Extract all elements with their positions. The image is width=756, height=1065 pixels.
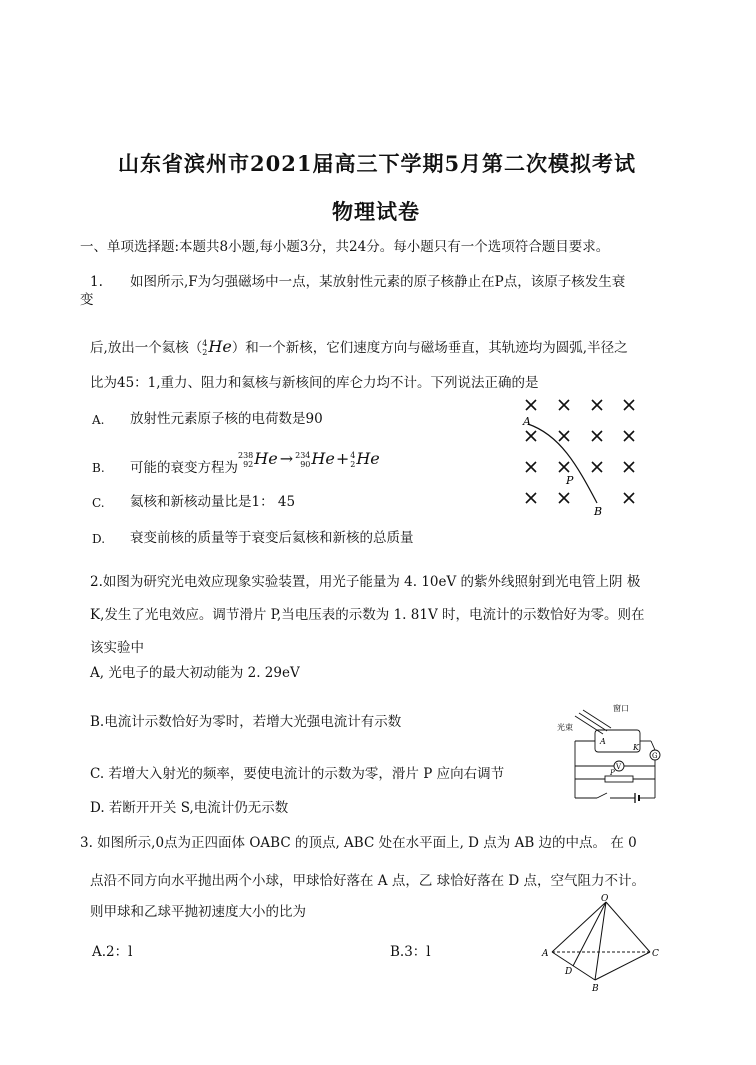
tetrahedron-figure <box>540 892 665 997</box>
q1-line2-pre: 后,放出一个氦核（ <box>90 340 203 356</box>
page-subtitle: 物理试卷 <box>332 199 420 224</box>
q1-optC-letter: C. <box>92 496 105 510</box>
fig3-label-B: B <box>592 984 599 994</box>
q1-line3: 比为45：1,重力、阻力和氦核与新核间的库仑力均不计。下列说法正确的是 <box>90 375 539 391</box>
q1-optD: 衰变前核的质量等于衰变后氦核和新核的总质量 <box>130 530 414 546</box>
fig1-label-B: B <box>594 505 603 518</box>
fig2-label-K: K <box>633 743 639 752</box>
q1-optB-pre: 可能的衰变方程为 <box>130 460 238 476</box>
fig1-label-P: P <box>566 474 574 487</box>
q1-optB-letter: B. <box>92 461 105 475</box>
q2-optC: C. 若增大入射光的频率，要使电流计的示数为零，滑片 P 应向右调节 <box>90 766 505 782</box>
fig2-label-V: V <box>616 763 622 771</box>
q2-optA: A, 光电子的最大初动能为 2. 29eV <box>90 665 300 681</box>
q3-optA: A.2：l <box>92 944 133 960</box>
q2-line3: 该实验中 <box>90 640 144 656</box>
fig3-label-A: A <box>542 949 549 959</box>
q2-line1: 2.如图为研究光电效应现象实验装置，用光子能量为 4. 10eV 的紫外线照射到光电管上阴 极 <box>90 574 641 590</box>
q3-line3: 则甲球和乙球平抛初速度大小的比为 <box>90 904 306 920</box>
field-crosses <box>526 400 634 503</box>
q3-line1: 3. 如图所示,0点为正四面体 OABC 的顶点, ABC 处在水平面上, D 点为 AB 边的中点。 在 0 <box>80 835 637 851</box>
q1-line1b: 变 <box>80 292 94 308</box>
q1-optA: 放射性元素原子核的电荷数是90 <box>130 411 323 427</box>
fig2-window-label: 窗口 <box>613 704 629 713</box>
q3-optB: B.3：l <box>390 944 431 960</box>
section-heading: 一、单项选择题:本题共8小题,每小题3分，共24分。每小题只有一个选项符合题目要求。 <box>80 239 610 255</box>
fig1-label-A: A <box>523 415 531 428</box>
q1-line2-post: ）和一个新核，它们速度方向与磁场垂直，其轨迹均为圆弧,半径之 <box>231 340 628 356</box>
q1-optB <box>130 449 380 476</box>
q1-number: 1. <box>90 274 103 290</box>
q1-line2 <box>90 337 628 358</box>
magnetic-field-figure <box>515 395 645 520</box>
fig3-label-O: O <box>601 894 609 904</box>
helium-symbol: 4 2He <box>202 337 232 357</box>
fig2-light-label: 光束 <box>557 723 573 732</box>
page-title: 山东省滨州市2021届高三下学期5月第二次模拟考试 <box>118 151 637 176</box>
q2-optB: B.电流计示数恰好为零时，若增大光强电流计有示数 <box>90 714 402 730</box>
edge-OA <box>552 902 606 952</box>
fig3-label-C: C <box>652 949 659 959</box>
fig2-label-G: G <box>652 752 658 760</box>
q2-optD: D. 若断开开关 S,电流计仍无示数 <box>90 800 289 816</box>
fig3-label-D: D <box>565 967 573 977</box>
q1-optC: 氦核和新核动量比是1： 45 <box>130 494 296 510</box>
q1-optA-letter: A. <box>92 413 105 427</box>
switch-s <box>597 793 607 798</box>
edge-OC <box>606 902 650 952</box>
decay-equation: 238 92He → 234 90He+4 2He <box>238 449 380 469</box>
fig2-label-A: A <box>600 737 606 746</box>
q3-line2: 点沿不同方向水平抛出两个小球，甲球恰好落在 A 点，乙 球恰好落在 D 点，空气阻力不计。 <box>90 873 646 889</box>
trajectory-arc <box>528 424 597 503</box>
q2-line2: K,发生了光电效应。调节滑片 P,当电压表的示数为 1. 81V 时，电流计的示数恰好为零。则在 <box>90 607 645 623</box>
edge-BC <box>595 952 650 980</box>
q1-line1: 如图所示,F为匀强磁场中一点，某放射性元素的原子核静止在P点，该原子核发生衰 <box>130 274 626 290</box>
fig2-label-P: P <box>610 769 615 777</box>
photoelectric-circuit-figure <box>555 700 670 810</box>
q1-optD-letter: D. <box>92 532 106 546</box>
